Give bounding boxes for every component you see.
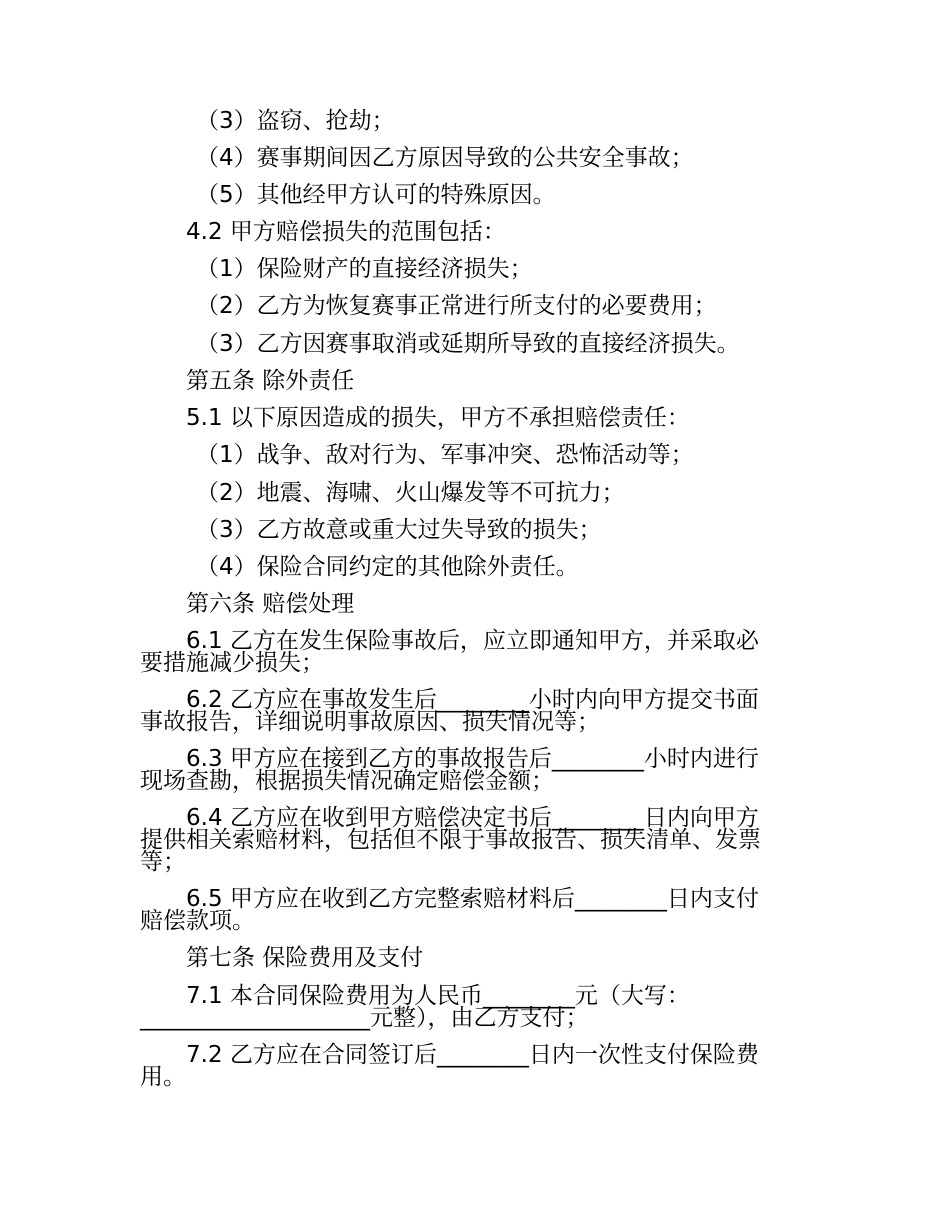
article-5-heading: 第五条 除外责任 [186, 368, 355, 394]
clause-6-1-line-2: 要措施减少损失； [140, 650, 324, 676]
clause-4-2: 4.2 甲方赔偿损失的范围包括： [186, 219, 506, 245]
item-4-1-3: （3）盗窃、抢劫； [196, 108, 395, 134]
clause-6-2-line-1: 6.2 乙方应在事故发生后________小时内向甲方提交书面 [186, 687, 759, 713]
item-5-1-3: （3）乙方故意或重大过失导致的损失； [196, 517, 602, 543]
clause-5-1: 5.1 以下原因造成的损失，甲方不承担赔偿责任： [186, 405, 690, 431]
item-4-2-1: （1）保险财产的直接经济损失； [196, 256, 533, 282]
clause-6-3-line-2: 现场查勘，根据损失情况确定赔偿金额； [140, 768, 554, 794]
clause-7-1-line-1: 7.1 本合同保险费用为人民币________元（大写： [186, 983, 690, 1009]
clause-6-4-line-2: 提供相关索赔材料，包括但不限于事故报告、损失清单、发票 [140, 827, 761, 853]
article-6-heading: 第六条 赔偿处理 [186, 591, 355, 617]
clause-6-3-line-1: 6.3 甲方应在接到乙方的事故报告后________小时内进行 [186, 746, 759, 772]
item-4-1-5: （5）其他经甲方认可的特殊原因。 [196, 182, 556, 208]
clause-7-2-line-1: 7.2 乙方应在合同签订后________日内一次性支付保险费 [186, 1042, 759, 1068]
item-4-1-4: （4）赛事期间因乙方原因导致的公共安全事故； [196, 145, 694, 171]
clause-7-1-line-2: ____________________元整），由乙方支付； [140, 1005, 589, 1031]
clause-6-4-line-1: 6.4 乙方应在收到甲方赔偿决定书后________日内向甲方 [186, 805, 759, 831]
item-5-1-4: （4）保险合同约定的其他除外责任。 [196, 554, 579, 580]
item-4-2-3: （3）乙方因赛事取消或延期所导致的直接经济损失。 [196, 331, 740, 357]
clause-6-2-line-2: 事故报告，详细说明事故原因、损失情况等； [140, 709, 600, 735]
article-7-heading: 第七条 保险费用及支付 [186, 945, 424, 971]
clause-6-5-line-2: 赔偿款项。 [140, 908, 255, 934]
clause-7-2-line-2: 用。 [140, 1064, 186, 1090]
clause-6-5-line-1: 6.5 甲方应在收到乙方完整索赔材料后________日内支付 [186, 886, 759, 912]
clause-6-4-line-3: 等； [140, 849, 186, 875]
clause-6-1-line-1: 6.1 乙方在发生保险事故后，应立即通知甲方，并采取必 [186, 628, 759, 654]
item-5-1-1: （1）战争、敌对行为、军事冲突、恐怖活动等； [196, 442, 694, 468]
item-5-1-2: （2）地震、海啸、火山爆发等不可抗力； [196, 480, 625, 506]
item-4-2-2: （2）乙方为恢复赛事正常进行所支付的必要费用； [196, 293, 717, 319]
